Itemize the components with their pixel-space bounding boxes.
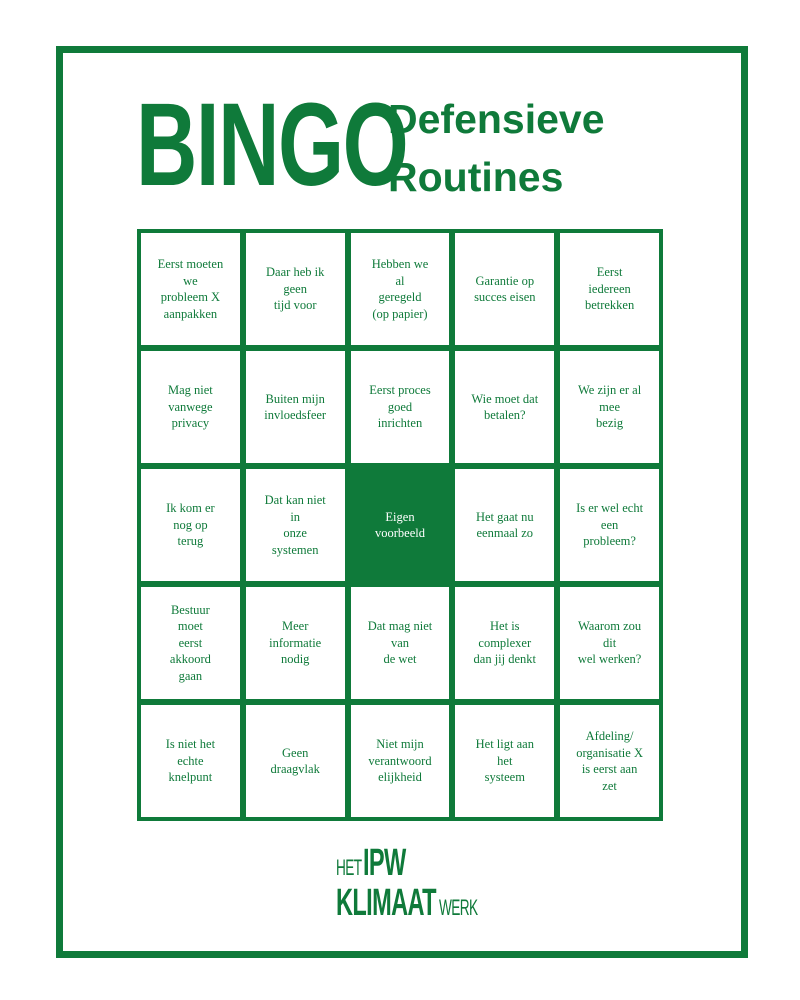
bingo-cell[interactable]: Mag niet vanwege privacy — [141, 351, 240, 463]
logo-line-bottom — [336, 883, 501, 928]
bingo-title: BINGO — [136, 79, 408, 211]
bingo-cell[interactable]: Het gaat nu eenmaal zo — [455, 469, 554, 581]
logo-klimaat: KLIMAAT — [336, 882, 436, 924]
bingo-cell[interactable]: Ik kom er nog op terug — [141, 469, 240, 581]
bingo-cell[interactable]: Geen draagvlak — [246, 705, 345, 817]
bingo-cell[interactable]: Eerst proces goed inrichten — [351, 351, 450, 463]
bingo-cell[interactable]: Afdeling/ organisatie X is eerst aan zet — [560, 705, 659, 817]
bingo-cell[interactable]: Garantie op succes eisen — [455, 233, 554, 345]
bingo-cell[interactable]: Dat mag niet van de wet — [351, 587, 450, 699]
bingo-cell[interactable]: Waarom zou dit wel werken? — [560, 587, 659, 699]
logo-het: HET — [336, 855, 362, 880]
bingo-cell[interactable]: Meer informatie nodig — [246, 587, 345, 699]
bingo-cell[interactable]: Dat kan niet in onze systemen — [246, 469, 345, 581]
bingo-cell[interactable]: Het is complexer dan jij denkt — [455, 587, 554, 699]
subtitle — [388, 90, 708, 206]
bingo-cell[interactable]: Eerst moeten we probleem X aanpakken — [141, 233, 240, 345]
bingo-cell[interactable]: Wie moet dat betalen? — [455, 351, 554, 463]
bingo-cell[interactable]: Buiten mijn invloedsfeer — [246, 351, 345, 463]
bingo-cell[interactable]: Niet mijn verantwoord elijkheid — [351, 705, 450, 817]
bingo-cell[interactable]: We zijn er al mee bezig — [560, 351, 659, 463]
bingo-free-cell[interactable]: Eigen voorbeeld — [351, 469, 450, 581]
ipw-klimaatwerk-logo — [336, 842, 478, 925]
logo-werk: WERK — [439, 895, 478, 920]
bingo-cell[interactable]: Is niet het echte knelpunt — [141, 705, 240, 817]
bingo-cell[interactable]: Bestuur moet eerst akkoord gaan — [141, 587, 240, 699]
subtitle-line-1: Defensieve — [388, 96, 605, 142]
bingo-cell[interactable]: Is er wel echt een probleem? — [560, 469, 659, 581]
bingo-cell[interactable]: Daar heb ik geen tijd voor — [246, 233, 345, 345]
bingo-grid — [137, 229, 663, 821]
bingo-cell[interactable]: Hebben we al geregeld (op papier) — [351, 233, 450, 345]
bingo-cell[interactable]: Het ligt aan het systeem — [455, 705, 554, 817]
subtitle-line-2: Routines — [388, 154, 564, 200]
bingo-cell[interactable]: Eerst iedereen betrekken — [560, 233, 659, 345]
logo-ipw: IPW — [363, 842, 406, 884]
